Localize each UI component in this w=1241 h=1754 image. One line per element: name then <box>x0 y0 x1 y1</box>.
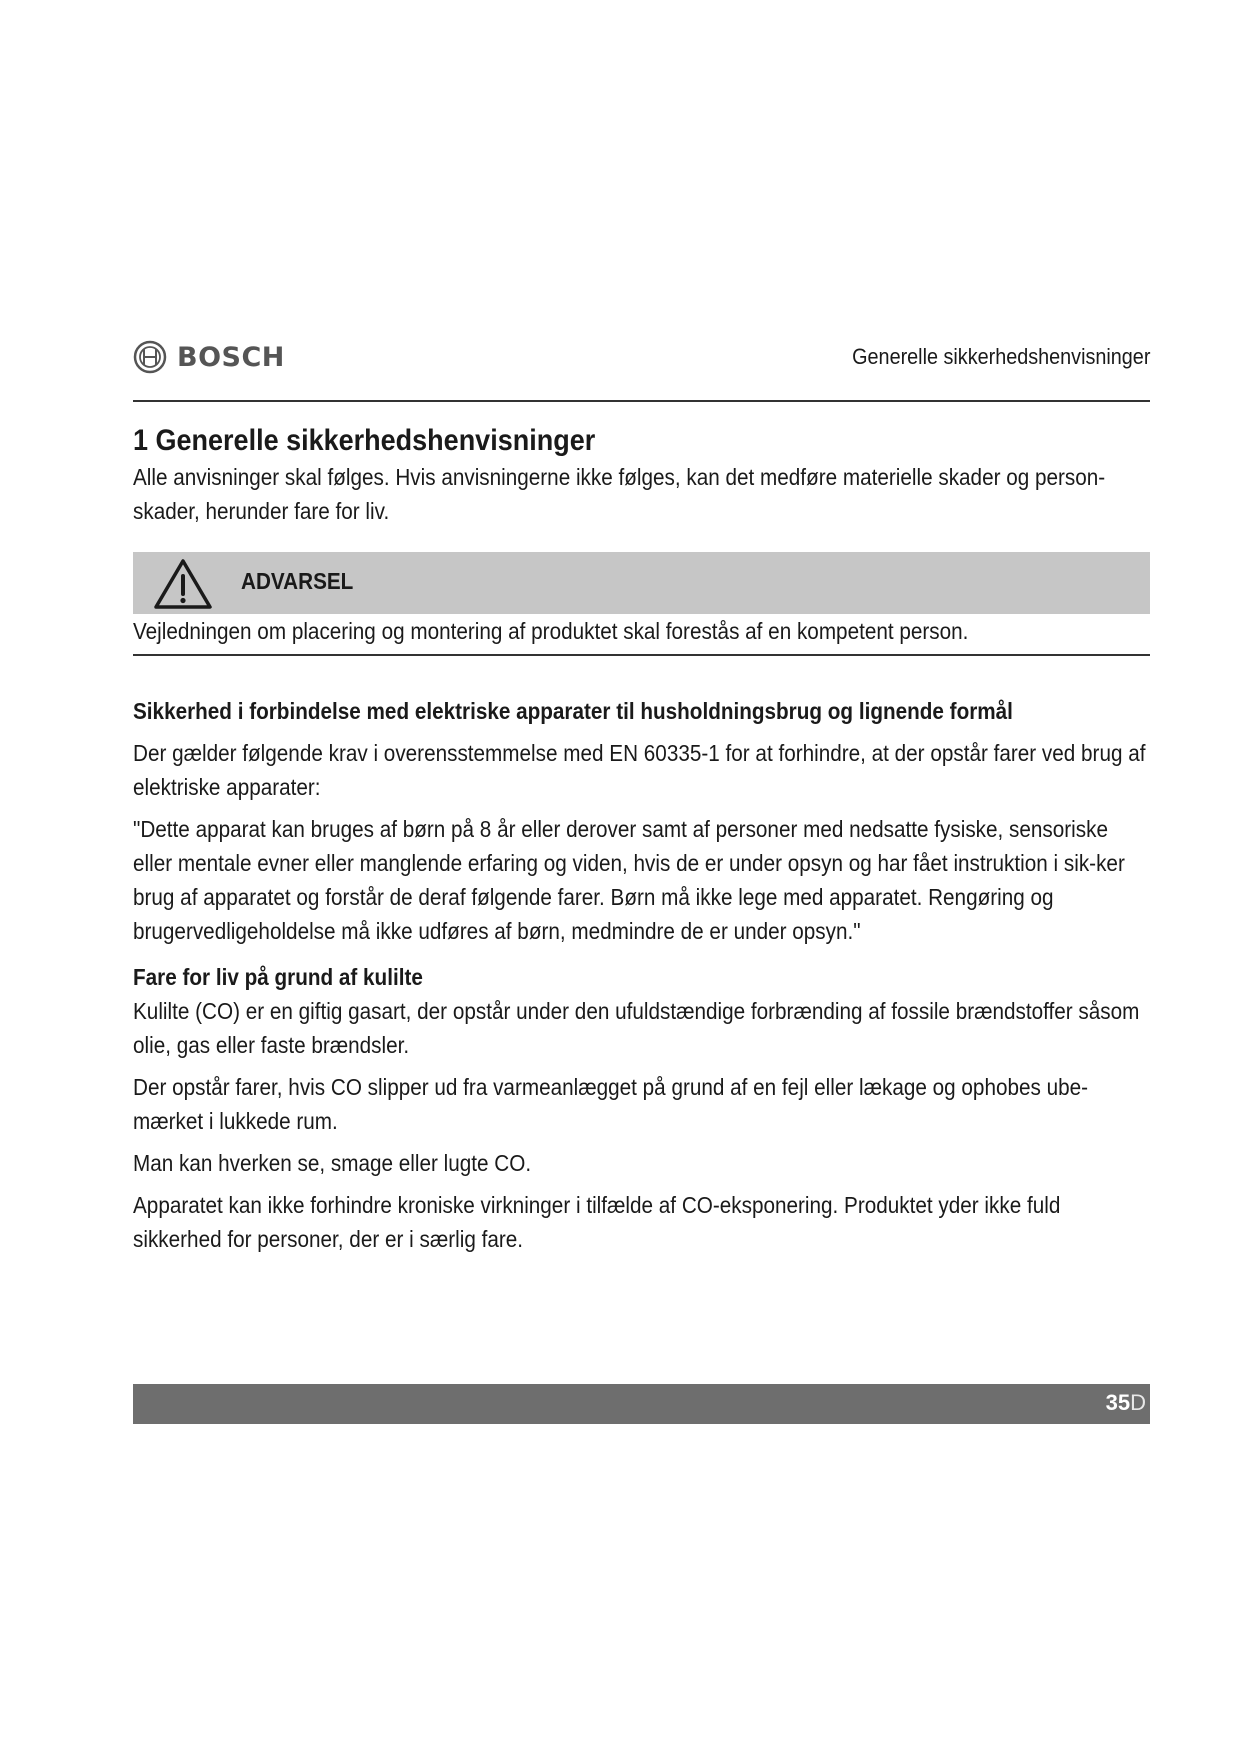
warning-rule <box>133 654 1150 656</box>
safety-section <box>133 694 1150 948</box>
intro-paragraph: Alle anvisninger skal følges. Hvis anvisningerne ikke følges, kan det medføre materielle skader og person-skader, herunder fare for liv. <box>133 464 1106 524</box>
co-paragraph-1: Kulilte (CO) er en giftig gasart, der opstår under den ufuldstændige forbrænding af fossile brændstoffer såsom olie, gas eller faste brændsler. <box>133 998 1140 1058</box>
warning-bar <box>133 552 1150 614</box>
footer-bar <box>133 1384 1150 1424</box>
page-number-value: 35 <box>1105 1390 1131 1415</box>
section-title: 1 Generelle sikkerhedshenvisninger <box>133 424 596 457</box>
safety-paragraph-1: Der gælder følgende krav i overensstemmelse med EN 60335-1 for at forhindre, at der opstår farer ved brug af elektriske apparater: <box>133 740 1146 800</box>
safety-paragraph-2: "Dette apparat kan bruges af børn på 8 år eller derover samt af personer med nedsatte fysiske, sensoriske eller mentale evner eller manglende erfaring og viden, hvis de er under opsyn og har fået instruktion i sik-ker brug af apparatet og forstår de deraf følgende farer. Børn må ikke lege med apparatet. Rengøring og brugervedligeholdelse må ikke udføres af børn, medmindre de er under opsyn." <box>133 816 1125 944</box>
warning-text: Vejledningen om placering og montering af produktet skal forestås af en kompetent person. <box>133 618 969 644</box>
co-heading: Fare for liv på grund af kulilte <box>133 964 423 990</box>
co-paragraph-4: Apparatet kan ikke forhindre kroniske virkninger i tilfælde af CO-eksponering. Produktet yder ikke fuld sikkerhed for personer, der er i særlig fare. <box>133 1192 1061 1252</box>
bosch-logo <box>133 340 285 374</box>
header-rule <box>133 400 1150 402</box>
co-paragraph-3: Man kan hverken se, smage eller lugte CO. <box>133 1150 532 1176</box>
section-intro-block <box>133 422 1150 528</box>
page-header <box>133 330 1150 380</box>
running-title: Generelle sikkerhedshenvisninger <box>851 344 1150 369</box>
warning-triangle-icon <box>153 558 213 610</box>
page-number <box>1106 1390 1146 1416</box>
bosch-wordmark: BOSCH <box>177 341 285 373</box>
safety-heading: Sikkerhed i forbindelse med elektriske apparater til husholdningsbrug og lignende formål <box>133 698 1013 724</box>
page-number-suffix: D <box>1130 1390 1146 1415</box>
co-section <box>133 960 1150 1256</box>
warning-box <box>133 552 1150 656</box>
document-page <box>133 330 1150 1252</box>
warning-text-block <box>133 614 1150 648</box>
warning-label: ADVARSEL <box>241 568 354 594</box>
main-content <box>133 422 1150 1256</box>
bosch-armature-icon <box>133 340 167 374</box>
co-paragraph-2: Der opstår farer, hvis CO slipper ud fra varmeanlægget på grund af en fejl eller lækage og ophobes ube-mærket i lukkede rum. <box>133 1074 1089 1134</box>
